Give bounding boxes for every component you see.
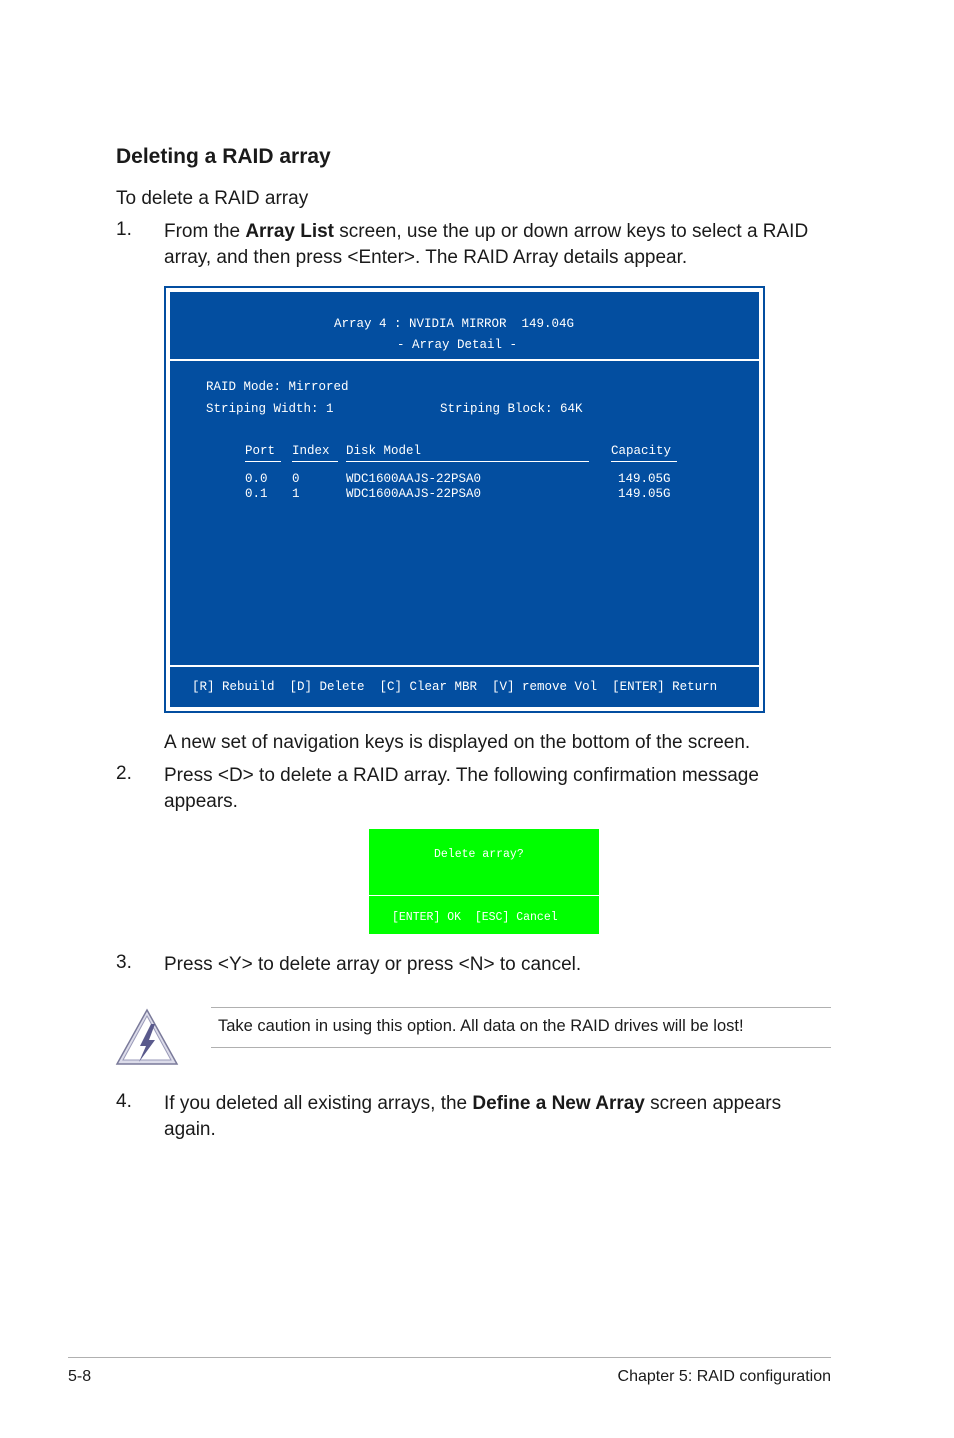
disk-index: 0 [292,472,300,486]
step-3-text: Press <Y> to delete array or press <N> to cancel. [164,954,582,975]
section-heading: Deleting a RAID array [116,145,331,168]
column-capacity: Capacity [611,444,672,458]
step-number: 2. [116,763,132,784]
disk-model: WDC1600AAJS-22PSA0 [346,472,482,486]
dialog-message: Delete array? [434,848,524,861]
step-1-pre: From the [164,221,246,242]
step-2-text [164,763,844,815]
warning-triangle-icon [113,1008,179,1066]
step-1-bold: Array List [245,221,335,242]
step-4-bold: Define a New Array [472,1093,645,1114]
step-2-line-1: Press <D> to delete a RAID array. The following confirmation message [164,765,759,786]
navigation-keys: [R] Rebuild [D] Delete [C] Clear MBR [V] remove Vol [ENTER] Return [192,680,718,694]
dialog-keys: [ENTER] OK [ESC] Cancel [392,911,558,924]
dialog-divider [369,895,599,896]
array-title: Array 4 : NVIDIA MIRROR 149.04G [334,317,575,331]
step-1-post: screen, use the up or down arrow keys to select a RAID [334,221,809,242]
step-4-text [164,1091,844,1143]
step-4-post: screen appears [644,1093,782,1114]
column-underline [346,461,589,462]
column-disk-model: Disk Model [346,444,422,458]
striping-width: Striping Width: 1 [206,402,334,416]
step-number: 3. [116,952,132,973]
striping-block: Striping Block: 64K [440,402,583,416]
step-1-text [164,219,844,271]
footer-divider [170,665,759,667]
column-underline [611,461,677,462]
note-top-rule [211,1007,831,1008]
step-4-line-1 [164,1091,844,1117]
step-1-line-2: array, and then press <Enter>. The RAID Array details appear. [164,247,688,268]
step-4-line-2: again. [164,1119,216,1140]
disk-capacity: 149.05G [618,487,671,501]
step-4-pre: If you deleted all existing arrays, the [164,1093,473,1114]
delete-confirm-dialog [369,829,599,934]
array-subtitle: - Array Detail - [397,338,518,352]
step-number: 1. [116,219,132,240]
chapter-title: Chapter 5: RAID configuration [617,1368,831,1385]
intro-text: To delete a RAID array [116,188,309,209]
disk-port: 0.1 [245,487,268,501]
disk-port: 0.0 [245,472,268,486]
array-detail-panel [169,291,760,708]
step-number: 4. [116,1091,132,1112]
page-number: 5-8 [68,1368,92,1385]
header-divider [170,359,759,361]
array-detail-screen [164,286,765,713]
disk-capacity: 149.05G [618,472,671,486]
column-underline [292,461,338,462]
column-port: Port [245,444,276,458]
step-2-line-2: appears. [164,791,238,812]
disk-model: WDC1600AAJS-22PSA0 [346,487,482,501]
step-1-line-1 [164,219,844,245]
column-index: Index [292,444,330,458]
disk-index: 1 [292,487,300,501]
raid-mode: RAID Mode: Mirrored [206,380,349,394]
note-bottom-rule [211,1047,831,1048]
caution-text: Take caution in using this option. All data on the RAID drives will be lost! [218,1017,744,1035]
footer-rule [68,1357,831,1358]
after-screen-text: A new set of navigation keys is displayed on the bottom of the screen. [164,732,751,753]
column-underline [245,461,281,462]
